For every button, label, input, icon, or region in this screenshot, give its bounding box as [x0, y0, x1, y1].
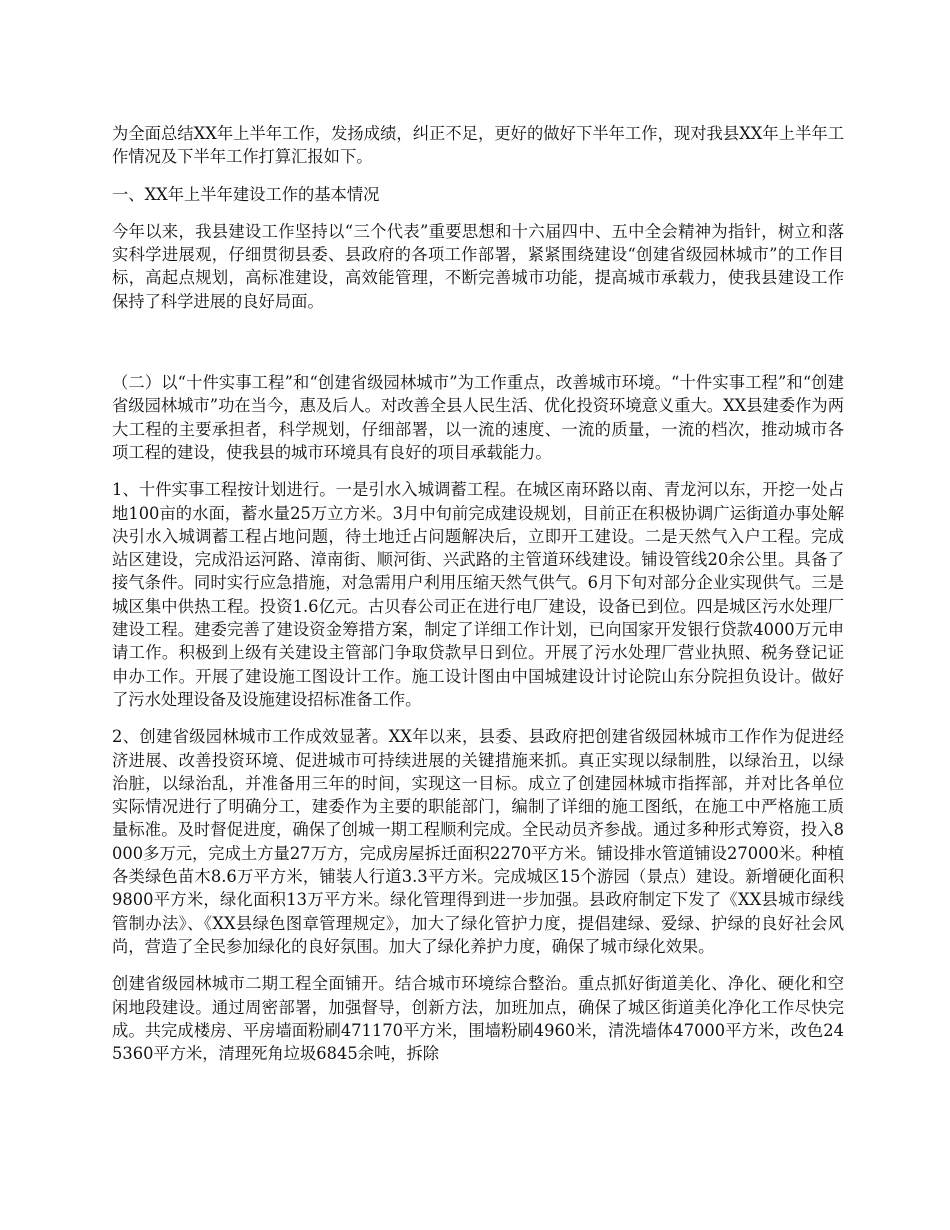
intro-paragraph: 为全面总结XX年上半年工作，发扬成绩，纠正不足，更好的做好下半年工作，现对我县XX年上半年工作情况及下半年工作打算汇报如下。	[112, 124, 844, 167]
document-page	[112, 122, 844, 1079]
blank-gap	[112, 327, 844, 371]
item-2-paragraph: 2、创建省级园林城市工作成效显著。XX年以来，县委、县政府把创建省级园林城市工作作为促进经济进展、改善投资环境、促进城市可持续进展的关键措施来抓。真正实现以绿制胜，以绿治丑，以绿治脏，以绿治乱，并准备用三年的时间，实现这一目标。成立了创建园林城市指挥部，并对比各单位实际情况进行了明确分工，建委作为主要的职能部门，编制了详细的施工图纸，在施工中严格施工质量标准。及时督促进度，确保了创城一期工程顺利完成。全民动员齐参战。通过多种形式筹资，投入8000多万元，完成土方量27万方，完成房屋拆迁面积2270平方米。铺设排水管道铺设27000米。种植各类绿色苗木8.6万平方米，铺装人行道3.3平方米。完成城区15个游园（景点）建设。新增硬化面积9800平方米，绿化面积13万平方米。绿化管理得到进一步加强。县政府制定下发了《XX县城市绿线管制办法》、《XX县绿色图章管理规定》，加大了绿化管护力度，提倡建绿、爱绿、护绿的良好社会风尚，营造了全民参加绿化的良好氛围。加大了绿化养护力度，确保了城市绿化效果。	[112, 727, 844, 956]
item-1-paragraph: 1、十件实事工程按计划进行。一是引水入城调蓄工程。在城区南环路以南、青龙河以东，开挖一处占地100亩的水面，蓄水量25万立方米。3月中旬前完成建设规划，目前正在积极协调广运街道办事处解决引水入城调蓄工程占地问题，待土地迁占问题解决后，立即开工建设。二是天然气入户工程。完成站区建设，完成沿运河路、漳南街、顺河街、兴武路的主管道环线建设。铺设管线20余公里。具备了接气条件。同时实行应急措施，对急需用户利用压缩天然气供气。6月下旬对部分企业实现供气。三是城区集中供热工程。投资1.6亿元。古贝春公司正在进行电厂建设，设备已到位。四是城区污水处理厂建设工程。建委完善了建设资金筹措方案，制定了详细工作计划，已向国家开发银行贷款4000万元申请工作。积极到上级有关建设主管部门争取贷款早日到位。开展了污水处理厂营业执照、税务登记证申办工作。开展了建设施工图设计工作。施工设计图由中国城建设计讨论院山东分院担负设计。做好了污水处理设备及设施建设招标准备工作。	[112, 480, 844, 709]
section-1-paragraph: 今年以来，我县建设工作坚持以“三个代表”重要思想和十六届四中、五中全会精神为指针，树立和落实科学进展观，仔细贯彻县委、县政府的各项工作部署，紧紧围绕建设“创建省级园林城市”的工作目标，高起点规划，高标准建设，高效能管理，不断完善城市功能，提高城市承载力，使我县建设工作保持了科学进展的良好局面。	[112, 221, 844, 311]
section-2-intro-paragraph: （二）以“十件实事工程”和“创建省级园林城市”为工作重点，改善城市环境。“十件实事工程”和“创建省级园林城市”功在当今，惠及后人。对改善全县人民生活、优化投资环境意义重大。XX县建委作为两大工程的主要承担者，科学规划，仔细部署，以一流的速度、一流的质量，一流的档次，推动城市各项工程的建设，使我县的城市环境具有良好的项目承载能力。	[112, 373, 844, 462]
section-1-heading: 一、XX年上半年建设工作的基本情况	[112, 184, 380, 204]
item-3-paragraph: 创建省级园林城市二期工程全面铺开。结合城市环境综合整治。重点抓好街道美化、净化、硬化和空闲地段建设。通过周密部署，加强督导，创新方法，加班加点，确保了城区街道美化净化工作尽快完成。共完成楼房、平房墙面粉刷471170平方米，围墙粉刷4960米，清洗墙体47000平方米，改色245360平方米，清理死角垃圾6845余吨，拆除	[112, 974, 844, 1064]
